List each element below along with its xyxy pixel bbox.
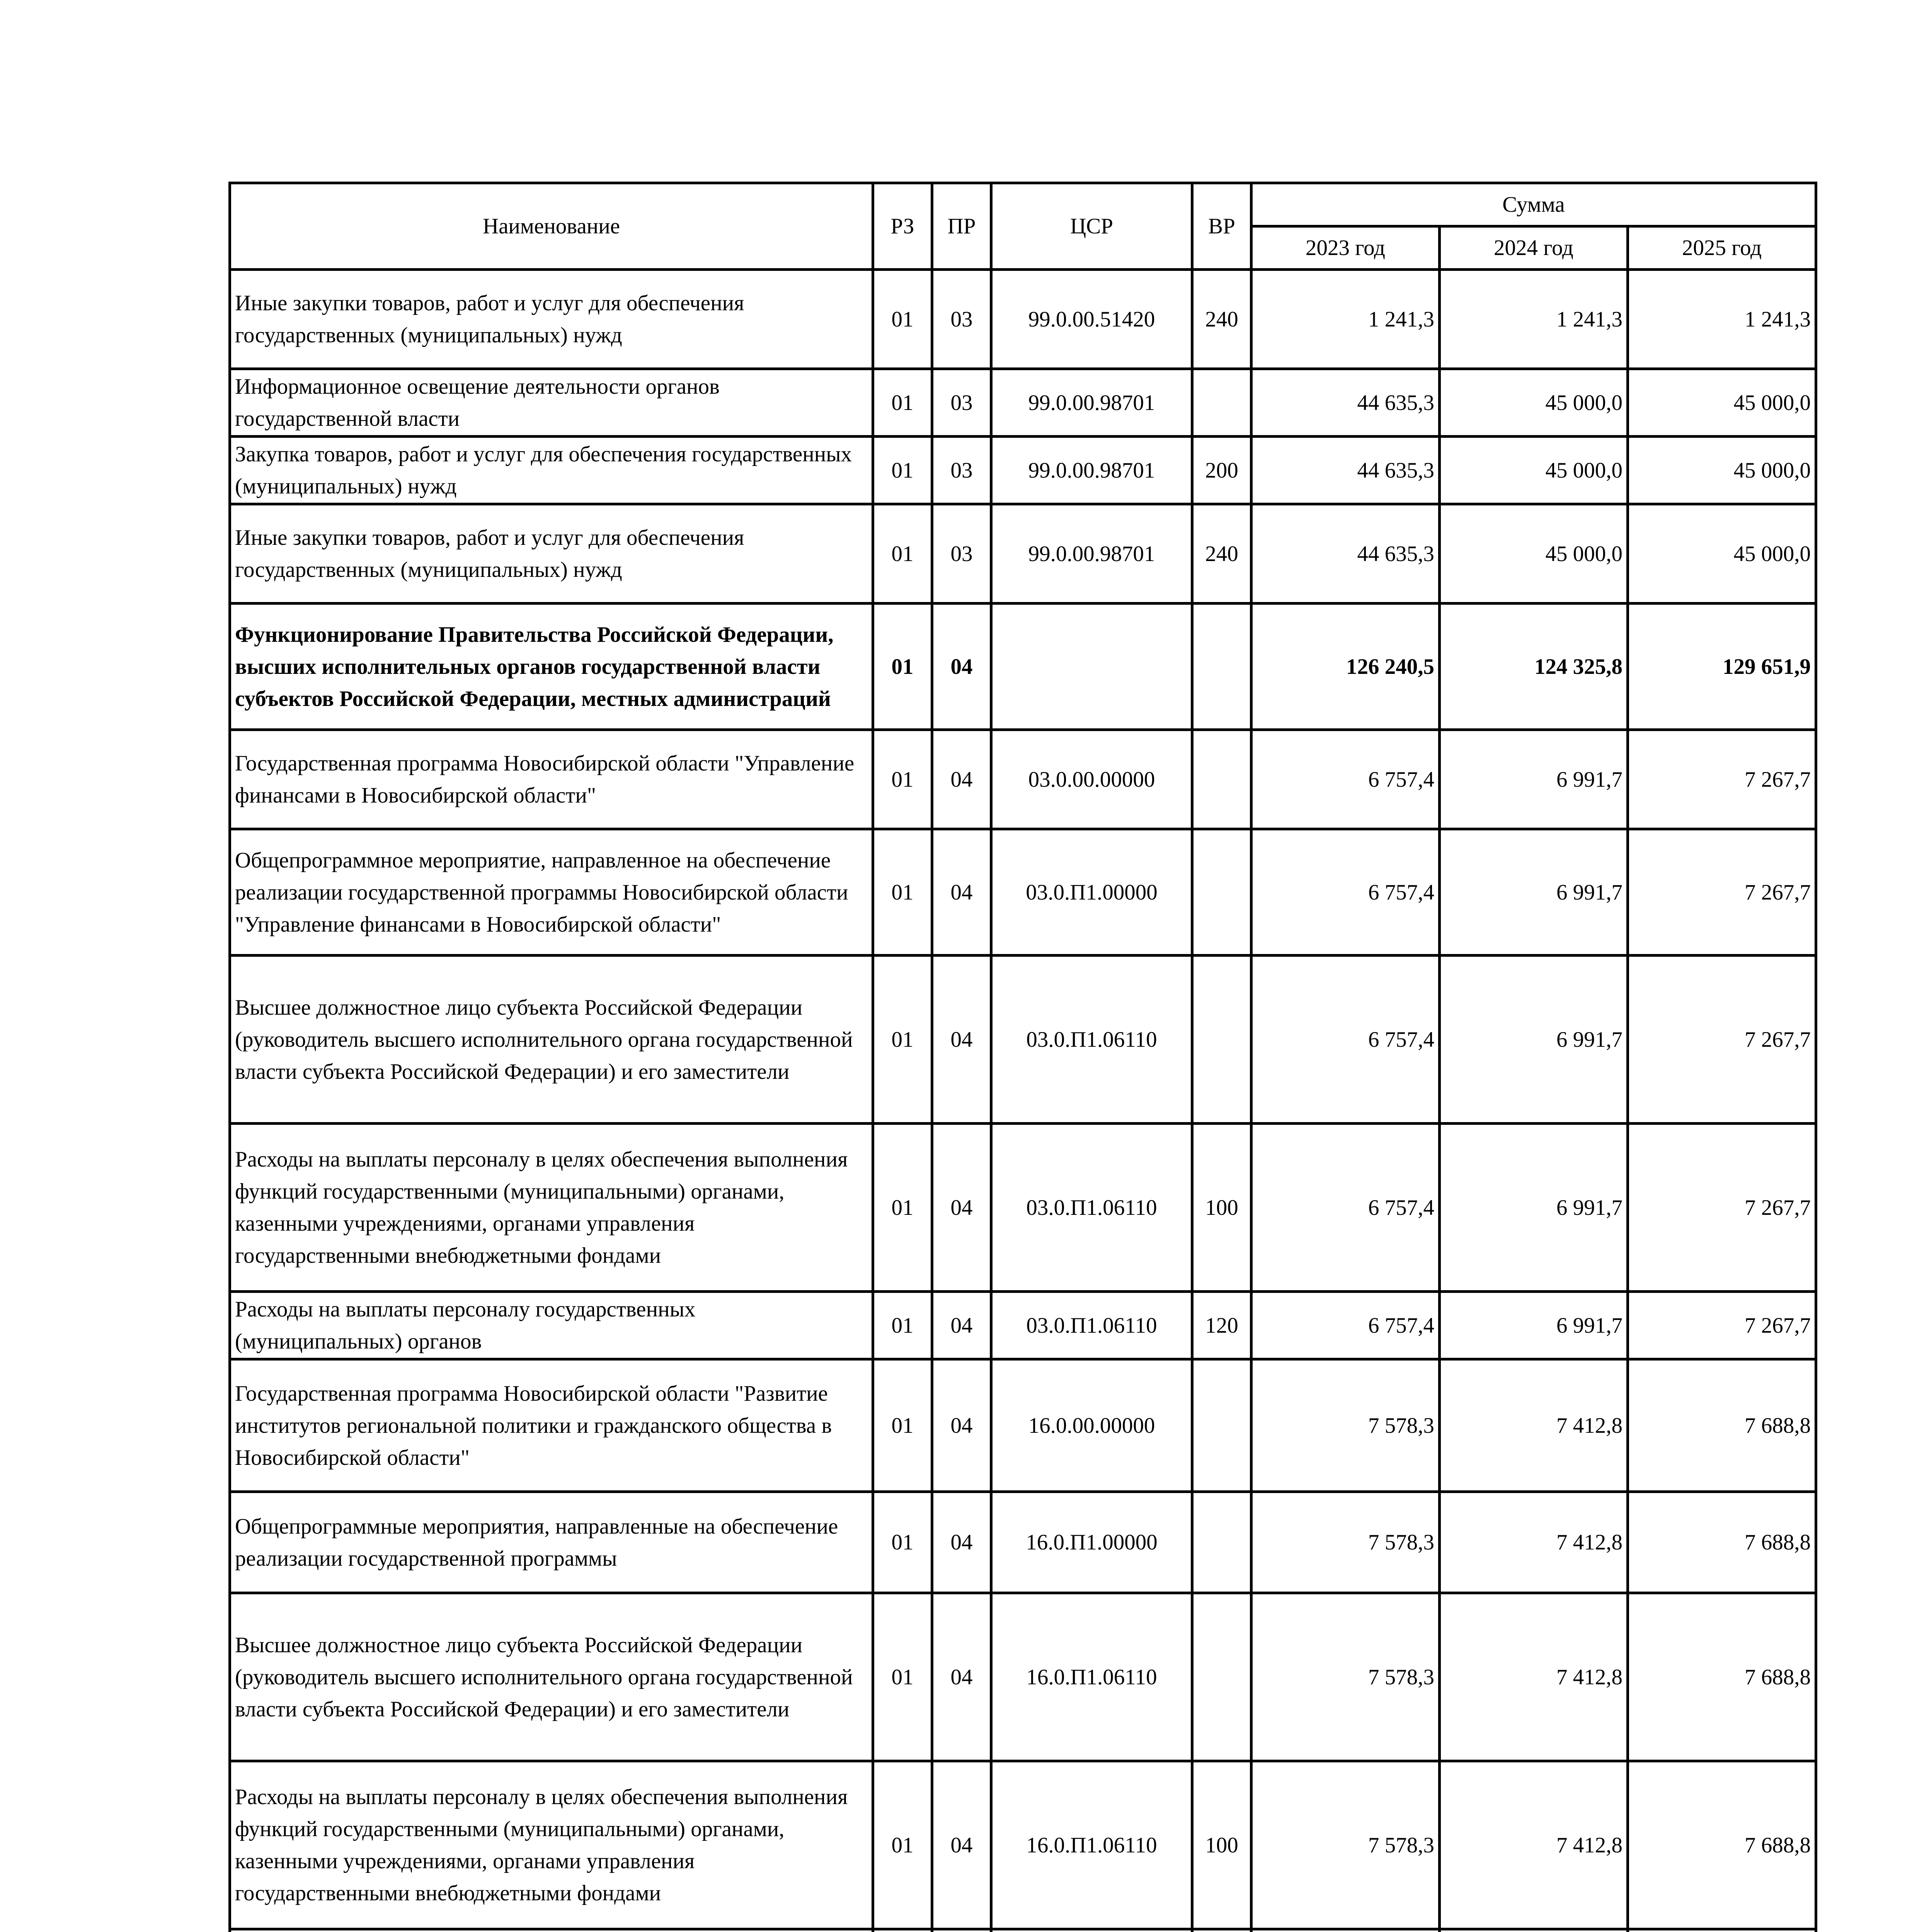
header-year-2025: 2025 год bbox=[1628, 226, 1816, 270]
header-sum: Сумма bbox=[1251, 183, 1816, 226]
cell-2024: 7 412,8 bbox=[1440, 1593, 1628, 1761]
cell-csr: 03.0.00.00000 bbox=[991, 730, 1192, 829]
table-row bbox=[230, 369, 1816, 437]
budget-table bbox=[228, 182, 1817, 1932]
cell-name bbox=[230, 1929, 873, 1932]
cell-csr: 03.0.П1.06110 bbox=[991, 1292, 1192, 1359]
cell-vr: 240 bbox=[1192, 504, 1251, 604]
cell-pr: 04 bbox=[932, 1492, 991, 1593]
cell-2023: 6 757,4 bbox=[1251, 1292, 1440, 1359]
cell-2023: 44 635,3 bbox=[1251, 504, 1440, 604]
cell-pr: 03 bbox=[932, 437, 991, 504]
cell-name: Закупка товаров, работ и услуг для обеспечения государственных (муниципальных) нужд bbox=[230, 437, 873, 504]
cell-2025: 45 000,0 bbox=[1628, 504, 1816, 604]
cell-rz: 01 bbox=[873, 1359, 932, 1492]
cell-2024: 7 412,8 bbox=[1440, 1761, 1628, 1929]
cell-name: Функционирование Правительства Российской Федерации, высших исполнительных органов государственной власти субъектов Российской Федерации, местных администраций bbox=[230, 604, 873, 730]
cell-csr: 16.0.00.00000 bbox=[991, 1359, 1192, 1492]
cell-2024: 6 991,7 bbox=[1440, 1292, 1628, 1359]
cell-csr: 03.0.П1.06110 bbox=[991, 1124, 1192, 1292]
cell-2024: 45 000,0 bbox=[1440, 504, 1628, 604]
cell-2025: 7 267,7 bbox=[1628, 1292, 1816, 1359]
cell-2025: 7 688,8 bbox=[1628, 1492, 1816, 1593]
cell-rz: 01 bbox=[873, 730, 932, 829]
cell-name: Высшее должностное лицо субъекта Российской Федерации (руководитель высшего исполнительного органа государственной власти субъекта Российской Федерации) и его заместители bbox=[230, 1593, 873, 1761]
cell-csr: 16.0.П1.00000 bbox=[991, 1492, 1192, 1593]
cell-csr: 16.0.П1.06110 bbox=[991, 1593, 1192, 1761]
header-row-top bbox=[230, 183, 1816, 226]
cell-pr: 03 bbox=[932, 369, 991, 437]
table-row bbox=[230, 1761, 1816, 1929]
cell-csr: 99.0.00.98701 bbox=[991, 369, 1192, 437]
table-row bbox=[230, 1292, 1816, 1359]
table-row bbox=[230, 270, 1816, 369]
cell-2023: 7 578,3 bbox=[1251, 1359, 1440, 1492]
cell-vr bbox=[1192, 829, 1251, 956]
cell-2025 bbox=[1628, 1929, 1816, 1932]
cell-2023: 44 635,3 bbox=[1251, 437, 1440, 504]
table-header bbox=[230, 183, 1816, 270]
cell-2023: 7 578,3 bbox=[1251, 1593, 1440, 1761]
cell-csr: 99.0.00.98701 bbox=[991, 437, 1192, 504]
cell-2023: 1 241,3 bbox=[1251, 270, 1440, 369]
cell-2024 bbox=[1440, 1929, 1628, 1932]
cell-pr bbox=[932, 1929, 991, 1932]
cell-2025: 45 000,0 bbox=[1628, 369, 1816, 437]
header-year-2023: 2023 год bbox=[1251, 226, 1440, 270]
header-year-2024: 2024 год bbox=[1440, 226, 1628, 270]
cell-pr: 04 bbox=[932, 1593, 991, 1761]
cell-rz: 01 bbox=[873, 1124, 932, 1292]
table-row bbox=[230, 604, 1816, 730]
cell-2024: 45 000,0 bbox=[1440, 369, 1628, 437]
cell-vr: 100 bbox=[1192, 1761, 1251, 1929]
header-vr: ВР bbox=[1192, 183, 1251, 270]
cell-pr: 04 bbox=[932, 829, 991, 956]
cell-vr: 240 bbox=[1192, 270, 1251, 369]
cell-rz bbox=[873, 1929, 932, 1932]
cell-vr: 120 bbox=[1192, 1292, 1251, 1359]
cell-2025: 7 688,8 bbox=[1628, 1359, 1816, 1492]
cell-rz: 01 bbox=[873, 956, 932, 1124]
cell-vr bbox=[1192, 1359, 1251, 1492]
cell-2025: 45 000,0 bbox=[1628, 437, 1816, 504]
cell-vr bbox=[1192, 604, 1251, 730]
cell-2023: 6 757,4 bbox=[1251, 1124, 1440, 1292]
cell-csr bbox=[991, 604, 1192, 730]
cell-name: Расходы на выплаты персоналу государственных (муниципальных) органов bbox=[230, 1292, 873, 1359]
cell-pr: 04 bbox=[932, 1124, 991, 1292]
cell-2024: 6 991,7 bbox=[1440, 829, 1628, 956]
cell-2025: 7 267,7 bbox=[1628, 829, 1816, 956]
cell-2024: 7 412,8 bbox=[1440, 1492, 1628, 1593]
cell-pr: 04 bbox=[932, 730, 991, 829]
cell-2025: 7 267,7 bbox=[1628, 956, 1816, 1124]
table-row bbox=[230, 1929, 1816, 1932]
cell-pr: 04 bbox=[932, 1359, 991, 1492]
cell-pr: 04 bbox=[932, 1292, 991, 1359]
cell-rz: 01 bbox=[873, 437, 932, 504]
cell-2023: 6 757,4 bbox=[1251, 829, 1440, 956]
cell-name: Иные закупки товаров, работ и услуг для обеспечения государственных (муниципальных) нужд bbox=[230, 270, 873, 369]
cell-vr: 200 bbox=[1192, 437, 1251, 504]
table-row bbox=[230, 829, 1816, 956]
cell-2024: 6 991,7 bbox=[1440, 956, 1628, 1124]
cell-rz: 01 bbox=[873, 369, 932, 437]
cell-2023: 44 635,3 bbox=[1251, 369, 1440, 437]
table-row bbox=[230, 1492, 1816, 1593]
cell-csr: 99.0.00.98701 bbox=[991, 504, 1192, 604]
cell-name: Информационное освещение деятельности органов государственной власти bbox=[230, 369, 873, 437]
cell-2024: 6 991,7 bbox=[1440, 730, 1628, 829]
cell-name: Расходы на выплаты персоналу в целях обеспечения выполнения функций государственными (муниципальными) органами, казенными учреждениями, органами управления государственными внебюджетными фондами bbox=[230, 1124, 873, 1292]
cell-name: Высшее должностное лицо субъекта Российской Федерации (руководитель высшего исполнительного органа государственной власти субъекта Российской Федерации) и его заместители bbox=[230, 956, 873, 1124]
cell-pr: 03 bbox=[932, 504, 991, 604]
cell-2024: 124 325,8 bbox=[1440, 604, 1628, 730]
cell-2024: 6 991,7 bbox=[1440, 1124, 1628, 1292]
cell-name: Иные закупки товаров, работ и услуг для обеспечения государственных (муниципальных) нужд bbox=[230, 504, 873, 604]
table-row bbox=[230, 504, 1816, 604]
cell-csr: 16.0.П1.06110 bbox=[991, 1761, 1192, 1929]
cell-csr: 03.0.П1.06110 bbox=[991, 956, 1192, 1124]
cell-2025: 7 688,8 bbox=[1628, 1761, 1816, 1929]
cell-name: Государственная программа Новосибирской области "Управление финансами в Новосибирской области" bbox=[230, 730, 873, 829]
cell-pr: 04 bbox=[932, 1761, 991, 1929]
table-row bbox=[230, 730, 1816, 829]
cell-vr bbox=[1192, 369, 1251, 437]
cell-2025: 7 688,8 bbox=[1628, 1593, 1816, 1761]
table-row bbox=[230, 956, 1816, 1124]
header-rz: РЗ bbox=[873, 183, 932, 270]
cell-vr bbox=[1192, 1492, 1251, 1593]
header-name: Наименование bbox=[230, 183, 873, 270]
cell-rz: 01 bbox=[873, 504, 932, 604]
cell-rz: 01 bbox=[873, 604, 932, 730]
cell-2023: 6 757,4 bbox=[1251, 730, 1440, 829]
cell-csr: 99.0.00.51420 bbox=[991, 270, 1192, 369]
cell-name: Общепрограммные мероприятия, направленные на обеспечение реализации государственной программы bbox=[230, 1492, 873, 1593]
cell-rz: 01 bbox=[873, 1761, 932, 1929]
cell-rz: 01 bbox=[873, 1292, 932, 1359]
cell-2025: 1 241,3 bbox=[1628, 270, 1816, 369]
header-csr: ЦСР bbox=[991, 183, 1192, 270]
cell-vr bbox=[1192, 956, 1251, 1124]
cell-2023: 7 578,3 bbox=[1251, 1492, 1440, 1593]
cell-pr: 04 bbox=[932, 604, 991, 730]
table-body bbox=[230, 270, 1816, 1932]
cell-2024: 7 412,8 bbox=[1440, 1359, 1628, 1492]
cell-pr: 04 bbox=[932, 956, 991, 1124]
cell-vr bbox=[1192, 1593, 1251, 1761]
cell-pr: 03 bbox=[932, 270, 991, 369]
cell-2023: 7 578,3 bbox=[1251, 1761, 1440, 1929]
cell-2024: 45 000,0 bbox=[1440, 437, 1628, 504]
cell-2023 bbox=[1251, 1929, 1440, 1932]
cell-rz: 01 bbox=[873, 1593, 932, 1761]
cell-2023: 6 757,4 bbox=[1251, 956, 1440, 1124]
cell-vr bbox=[1192, 1929, 1251, 1932]
cell-2025: 7 267,7 bbox=[1628, 730, 1816, 829]
table-row bbox=[230, 1359, 1816, 1492]
header-pr: ПР bbox=[932, 183, 991, 270]
cell-rz: 01 bbox=[873, 270, 932, 369]
cell-name: Государственная программа Новосибирской области "Развитие институтов региональной политики и гражданского общества в Новосибирской области" bbox=[230, 1359, 873, 1492]
cell-vr: 100 bbox=[1192, 1124, 1251, 1292]
table-row bbox=[230, 437, 1816, 504]
cell-vr bbox=[1192, 730, 1251, 829]
cell-rz: 01 bbox=[873, 1492, 932, 1593]
table-row bbox=[230, 1593, 1816, 1761]
cell-name: Расходы на выплаты персоналу в целях обеспечения выполнения функций государственными (муниципальными) органами, казенными учреждениями, органами управления государственными внебюджетными фондами bbox=[230, 1761, 873, 1929]
cell-rz: 01 bbox=[873, 829, 932, 956]
cell-name: Общепрограммное мероприятие, направленное на обеспечение реализации государственной программы Новосибирской области "Управление финансами в Новосибирской области" bbox=[230, 829, 873, 956]
cell-csr: 03.0.П1.00000 bbox=[991, 829, 1192, 956]
cell-2024: 1 241,3 bbox=[1440, 270, 1628, 369]
cell-2025: 129 651,9 bbox=[1628, 604, 1816, 730]
cell-2023: 126 240,5 bbox=[1251, 604, 1440, 730]
table-row bbox=[230, 1124, 1816, 1292]
cell-2025: 7 267,7 bbox=[1628, 1124, 1816, 1292]
cell-csr bbox=[991, 1929, 1192, 1932]
